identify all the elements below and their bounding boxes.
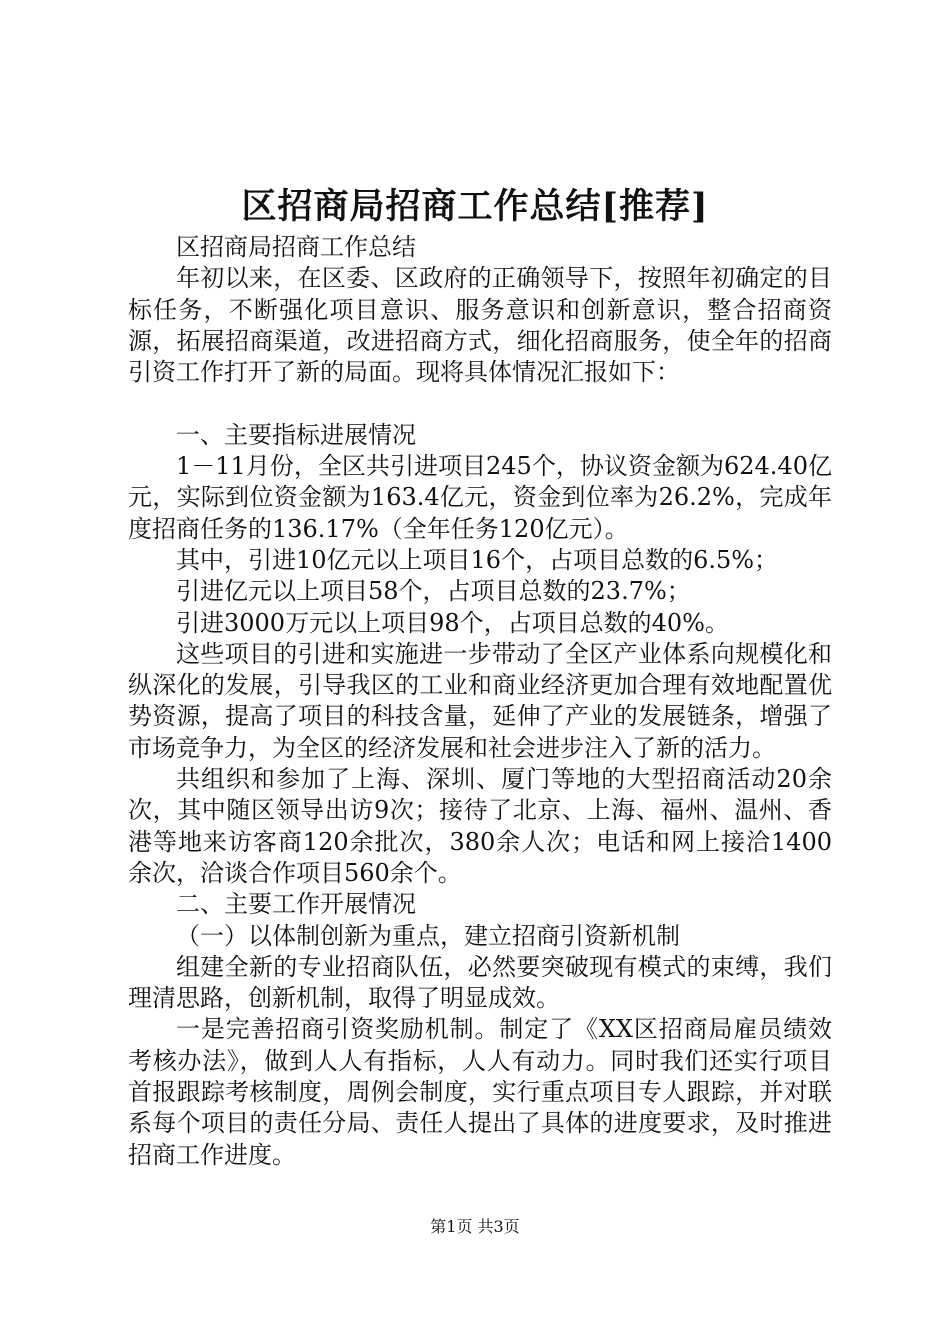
heading-subsection-1: （一）以体制创新为重点，建立招商引资新机制	[176, 921, 680, 950]
paragraph-intro: 年初以来，在区委、区政府的正确领导下，按照年初确定的目标任务，不断强化项目意识、服务意识和创新意识，整合招商资源，拓展招商渠道，改进招商方式，细化招商服务，使全年的招商引资工作打开了新的局面。现将具体情况汇报如下：	[128, 264, 832, 387]
paragraph-activities: 共组织和参加了上海、深圳、厦门等地的大型招商活动20余次，其中随区领导出访9次；接待了北京、上海、福州、温州、香港等地来访客商120余批次，380余人次；电话和网上接洽1400余次，洽谈合作项目560余个。	[128, 765, 832, 887]
paragraph-stat-2: 引进亿元以上项目58个，占项目总数的23.7%；	[176, 577, 691, 606]
heading-section-2: 二、主要工作开展情况	[176, 890, 416, 919]
paragraph-incentive: 一是完善招商引资奖励机制。制定了《XX区招商局雇员绩效考核办法》，做到人人有指标，人人有动力。同时我们还实行项目首报跟踪考核制度，周例会制度，实行重点项目专人跟踪，并对联系每个项目的责任分局、责任人提出了具体的进度要求，及时推进招商工作进度。	[128, 1015, 832, 1169]
page-footer: 第1页 共3页	[430, 1217, 520, 1236]
document-title: 区招商局招商工作总结[推荐]	[241, 186, 709, 227]
paragraph-subtitle: 区招商局招商工作总结	[176, 233, 416, 261]
paragraph-blank	[128, 388, 832, 419]
paragraph-stat-1: 其中，引进10亿元以上项目16个，占项目总数的6.5%；	[176, 545, 779, 574]
paragraph-indicators: 1－11月份，全区共引进项目245个，协议资金额为624.40亿元，实际到位资金额为163.4亿元，资金到位率为26.2%，完成年度招商任务的136.17%（全年任务120亿元）。	[128, 452, 832, 543]
document-body	[128, 232, 832, 1171]
heading-section-1: 一、主要指标进展情况	[176, 420, 416, 449]
paragraph-stat-3: 引进3000万元以上项目98个，占项目总数的40%。	[176, 608, 729, 637]
paragraph-team: 组建全新的专业招商队伍，必然要突破现有模式的束缚，我们理清思路，创新机制，取得了明显成效。	[128, 952, 832, 1013]
paragraph-impact: 这些项目的引进和实施进一步带动了全区产业体系向规模化和纵深化的发展，引导我区的工业和商业经济更加合理有效地配置优势资源，提高了项目的科技含量，延伸了产业的发展链条，增强了市场竞争力，为全区的经济发展和社会进步注入了新的活力。	[128, 639, 832, 762]
